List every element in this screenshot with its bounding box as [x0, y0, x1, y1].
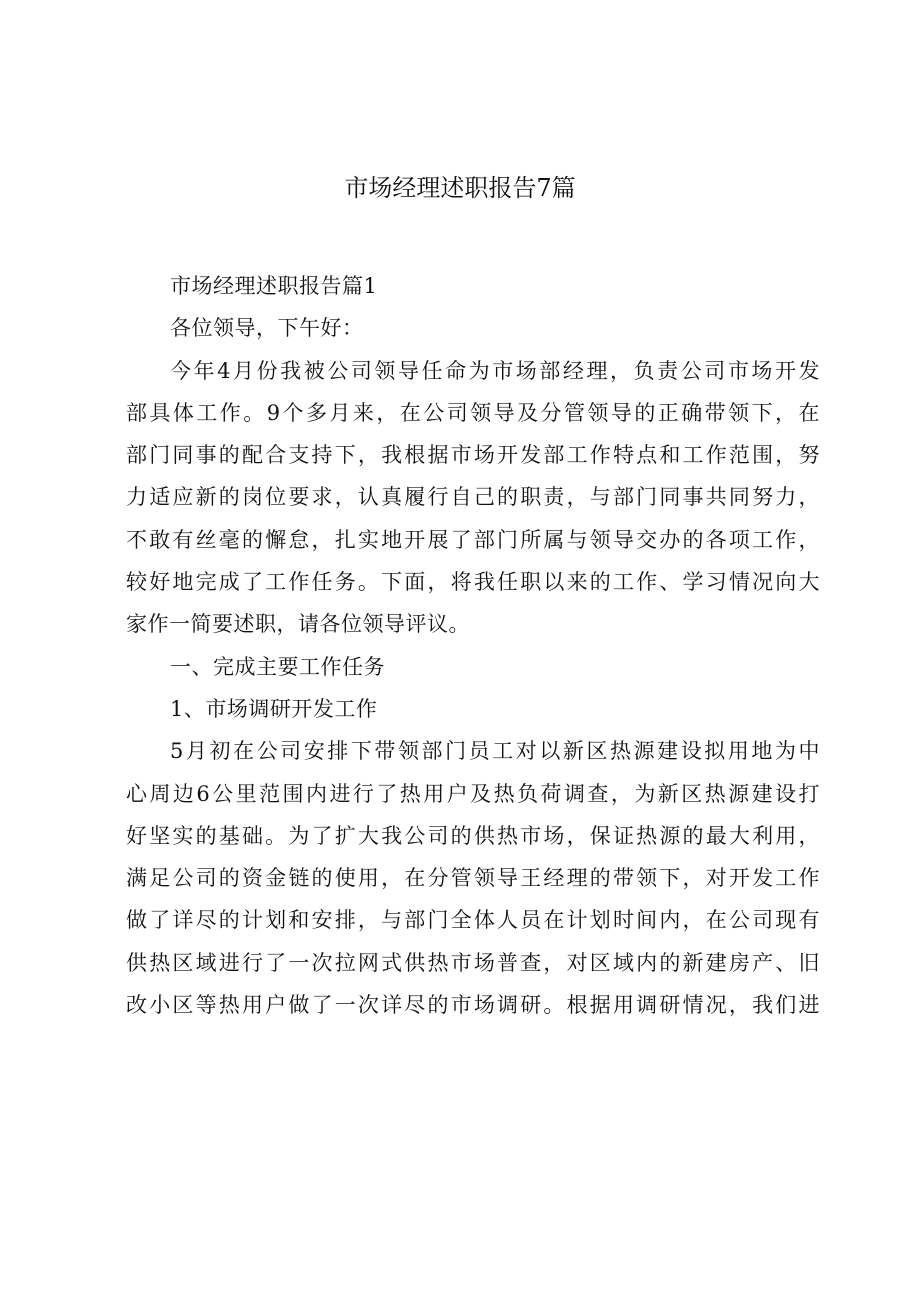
paragraph-line: 力适应新的岗位要求，认真履行自己的职责，与部门同事共同努力， — [126, 485, 820, 510]
paragraph-line: 家作一简要述职，请各位领导评议。 — [126, 612, 470, 637]
paragraph-line: 5月初在公司安排下带领部门员工对以新区热源建设拟用地为中 — [170, 739, 820, 764]
section-title: 一、完成主要工作任务 — [170, 654, 385, 679]
greeting-line: 各位领导，下午好： — [170, 316, 364, 341]
document-body — [126, 265, 820, 1026]
paragraph-line: 今年4月份我被公司领导任命为市场部经理，负责公司市场开发 — [170, 358, 820, 383]
section-heading: 市场经理述职报告篇1 — [170, 274, 378, 298]
paragraph-line: 部具体工作。9个多月来，在公司领导及分管领导的正确带领下，在 — [126, 400, 820, 425]
paragraph-line: 较好地完成了工作任务。下面，将我任职以来的工作、学习情况向大 — [126, 570, 820, 595]
paragraph-line: 做了详尽的计划和安排，与部门全体人员在计划时间内，在公司现有 — [126, 908, 820, 933]
paragraph-line: 好坚实的基础。为了扩大我公司的供热市场，保证热源的最大利用， — [126, 823, 820, 848]
paragraph-line: 部门同事的配合支持下，我根据市场开发部工作特点和工作范围，努 — [126, 443, 820, 468]
paragraph-line: 心周边6公里范围内进行了热用户及热负荷调查，为新区热源建设打 — [126, 781, 820, 806]
document-title: 市场经理述职报告7篇 — [344, 174, 576, 202]
paragraph-line: 供热区域进行了一次拉网式供热市场普查，对区域内的新建房产、旧 — [126, 950, 820, 975]
subsection-title: 1、市场调研开发工作 — [170, 696, 378, 721]
paragraph-line: 满足公司的资金链的使用，在分管领导王经理的带领下，对开发工作 — [126, 866, 820, 891]
paragraph-line: 不敢有丝毫的懈怠，扎实地开展了部门所属与领导交办的各项工作， — [126, 527, 820, 552]
paragraph-line: 改小区等热用户做了一次详尽的市场调研。根据用调研情况，我们进 — [126, 993, 820, 1018]
